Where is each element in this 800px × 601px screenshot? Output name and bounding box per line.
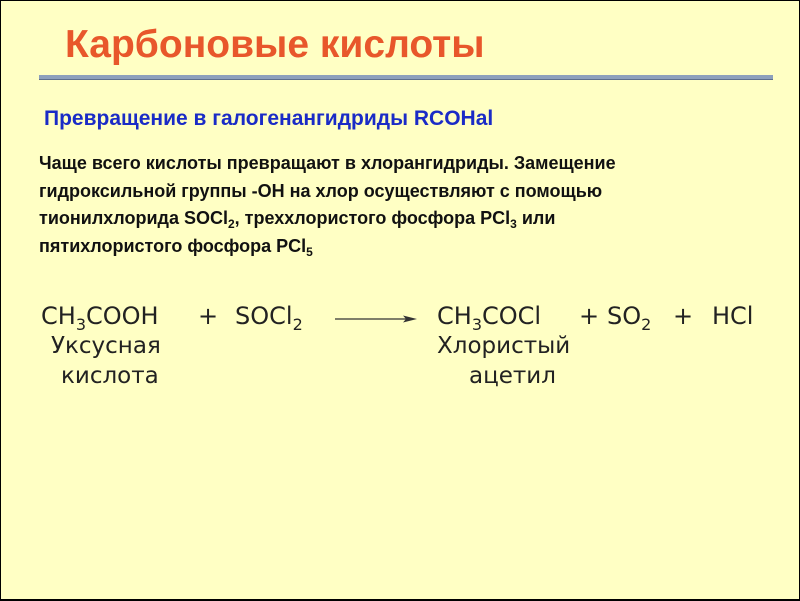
reactant-acetic-acid-formula — [41, 302, 159, 334]
reactant-thionyl-chloride-formula — [235, 302, 303, 334]
slide-subtitle: Превращение в галогенангидриды RCOHal — [44, 107, 494, 130]
paragraph-line-3-part-b: , треххлористого фосфора PCl — [234, 208, 511, 228]
product1-part-a: CH — [437, 302, 472, 330]
paragraph-line-3-subscript-2: 3 — [510, 217, 517, 231]
reactant-name-line-1: Уксусная — [51, 333, 161, 359]
reactant1-part-b: COOH — [86, 302, 159, 330]
product2-subscript: 2 — [641, 315, 652, 334]
reactant2-subscript: 2 — [292, 315, 303, 334]
product1-part-b: COCl — [482, 302, 542, 330]
paragraph-line-3-subscript-1: 2 — [227, 217, 235, 231]
paragraph-line-3-part-a: тионилхлорида SOCl — [39, 208, 228, 228]
paragraph-line-4-part-a: пятихлористого фосфора PCl — [39, 235, 307, 256]
reaction-arrow-icon — [335, 313, 417, 325]
paragraph-line-1: Чаще всего кислоты превращают в хлорангидриды. Замещение — [39, 153, 616, 173]
plus-sign-1: + — [198, 302, 219, 330]
title-underline — [39, 75, 773, 80]
paragraph-line-3-part-c: или — [516, 208, 556, 228]
paragraph-line-4-subscript: 5 — [306, 244, 313, 259]
reactant1-subscript: 3 — [75, 315, 86, 334]
paragraph-line-3 — [39, 205, 779, 233]
product-acetyl-chloride-formula — [437, 302, 542, 334]
product-hydrogen-chloride-formula: HCl — [712, 302, 754, 330]
product2-part-a: SO — [607, 302, 642, 330]
product-sulfur-dioxide-formula — [607, 302, 652, 334]
plus-sign-3: + — [673, 302, 694, 330]
plus-sign-2: + — [579, 302, 600, 330]
product-name-line-2: ацетил — [469, 363, 556, 389]
slide — [1, 1, 799, 599]
slide-title: Карбоновые кислоты — [65, 23, 485, 66]
reactant2-part-a: SOCl — [235, 302, 293, 330]
product1-subscript: 3 — [471, 315, 482, 334]
reactant-name-line-2: кислота — [61, 363, 159, 389]
paragraph-line-4 — [39, 233, 779, 261]
reactant1-part-a: CH — [41, 302, 76, 330]
explanation-paragraph — [39, 150, 779, 260]
product-name-line-1: Хлористый — [437, 333, 571, 359]
paragraph-line-2: гидроксильной группы -OH на хлор осуществляют с помощью — [39, 180, 603, 201]
